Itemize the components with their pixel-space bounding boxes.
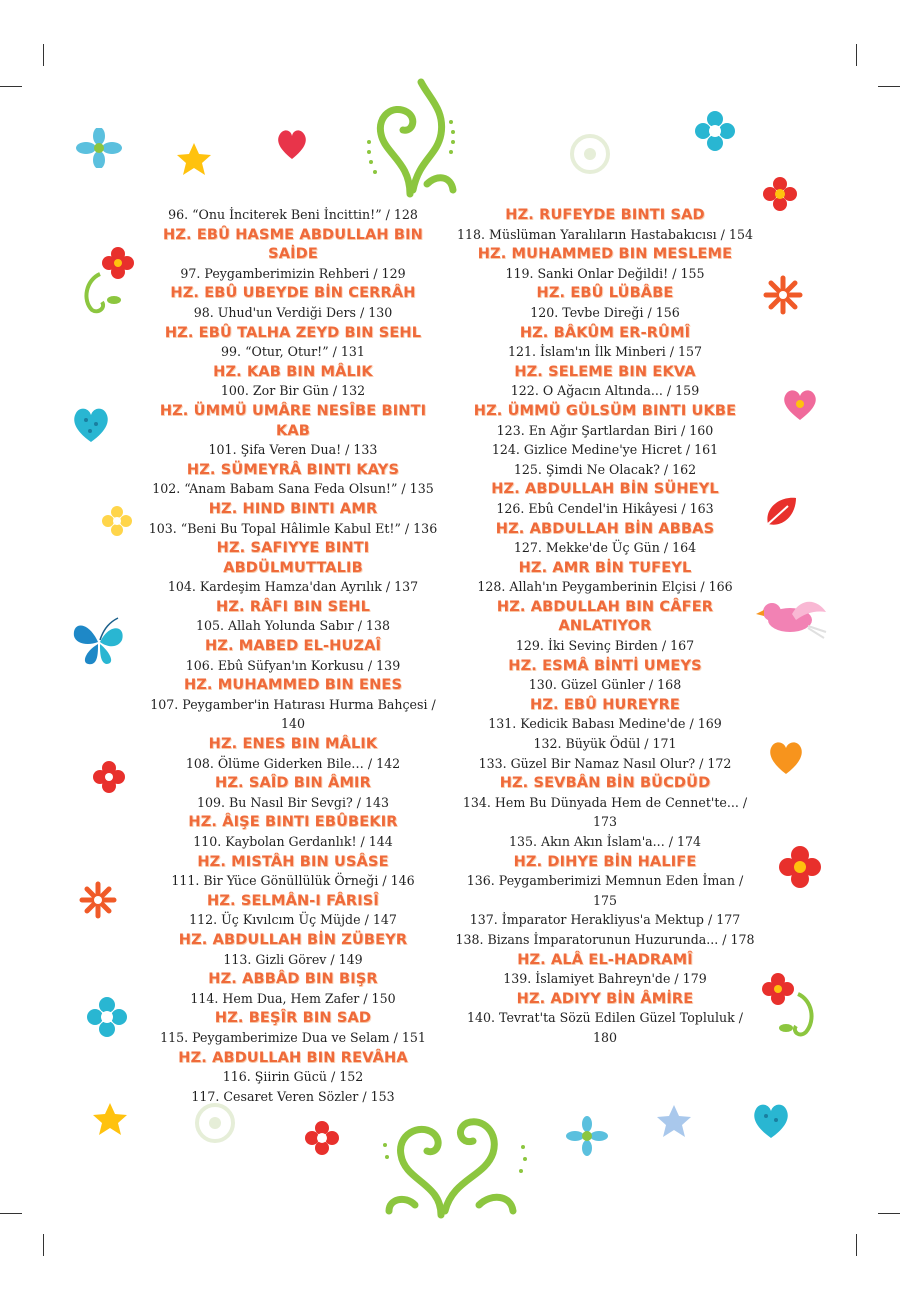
companion-heading: HZ. ÜMMÜ UMÂRE NESÎBE BINTI KAB [159,401,427,439]
red-flower-icon [92,760,126,794]
crop-mark [0,1213,22,1214]
toc-entry: 127. Mekke'de Üç Gün / 164 [513,540,697,556]
toc-right-column [455,205,755,1048]
bottom-swirl-ornament [375,1095,535,1220]
blue-butterfly-icon [70,612,128,670]
companion-heading: HZ. KAB BIN MÂLIK [213,362,373,380]
toc-entry: 109. Bu Nasıl Bir Sevgi? / 143 [196,794,390,810]
companion-heading: HZ. BÂKÛM ER-RÛMÎ [519,323,691,341]
companion-heading: HZ. ÂIŞE BINTI EBÛBEKIR [188,813,398,831]
flower-with-stem-icon [76,244,136,316]
toc-entry: 137. İmparator Herakliyus'a Mektup / 177 [469,912,741,928]
toc-entry: 103. “Beni Bu Topal Hâlimle Kabul Et!” / 136 [148,520,438,536]
toc-entry: 121. İslam'ın İlk Minberi / 157 [507,344,703,360]
toc-entry: 97. Peygamberimizin Rehberi / 129 [180,265,406,281]
companion-heading: HZ. RÂFI BIN SEHL [216,597,370,615]
companion-heading: HZ. SELMÂN-I FÂRISÎ [207,891,379,909]
companion-heading: HZ. MUHAMMED BIN ENES [183,676,403,694]
companion-heading: HZ. ÜMMÜ GÜLSÜM BINTI UKBE [473,401,737,419]
companion-heading: HZ. ABDULLAH BIN CÂFER ANLATIYOR [496,597,714,635]
toc-entry: 112. Üç Kıvılcım Üç Müjde / 147 [189,912,397,928]
companion-heading: HZ. ESMÂ BİNTİ UMEYS [508,656,702,674]
companion-heading: HZ. BEŞÎR BIN SAD [214,1009,372,1027]
toc-entry: 100. Zor Bir Gün / 132 [220,383,366,399]
companion-heading: HZ. ENES BIN MÂLIK [208,735,378,753]
cyan-flower-icon [694,110,736,152]
crop-mark [0,86,22,87]
companion-heading: HZ. MUHAMMED BIN MESLEME [477,245,733,263]
companion-heading: HZ. SÜMEYRÂ BINTI KAYS [186,460,400,478]
toc-entry: 124. Gizlice Medine'ye Hicret / 161 [491,442,719,458]
toc-entry: 122. O Ağacın Altında... / 159 [510,383,700,399]
red-flower-icon [762,176,798,212]
toc-entry: 96. “Onu İnciterek Beni İncittin!” / 128 [168,207,418,222]
toc-entry: 125. Şimdi Ne Olacak? / 162 [513,461,697,477]
crop-mark [856,1234,857,1256]
red-heart-icon [274,126,310,162]
blue-flower-icon [76,128,122,168]
toc-entry: 136. Peygamberimizi Memnun Eden İman / 175 [466,873,744,908]
light-blue-star-icon [656,1104,692,1138]
orange-heart-icon [766,738,806,776]
toc-entry: 99. “Otur, Otur!” / 131 [221,344,365,360]
top-swirl-ornament [355,72,465,202]
toc-entry: 110. Kaybolan Gerdanlık! / 144 [193,834,393,849]
orange-spike-flower-icon [762,274,804,316]
faded-flower-icon [565,132,615,176]
toc-entry: 123. En Ağır Şartlardan Biri / 160 [496,422,714,438]
toc-entry: 120. Tevbe Direği / 156 [530,304,680,320]
crop-mark [878,86,900,87]
red-flower-icon [304,1120,340,1156]
companion-heading: HZ. ABDULLAH BİN ZÜBEYR [178,930,408,948]
toc-entry: 117. Cesaret Veren Sözler / 153 [191,1088,395,1104]
companion-heading: HZ. MISTÂH BIN USÂSE [197,852,389,870]
flower-with-stem-icon [762,970,822,1042]
toc-entry: 135. Akın Akın İslam'a... / 174 [509,834,701,849]
companion-heading: HZ. DIHYE BİN HALIFE [513,852,697,870]
toc-entry: 118. Müslüman Yaralıların Hastabakıcısı / 154 [457,226,753,242]
toc-entry: 130. Güzel Günler / 168 [528,677,682,693]
companion-heading: HZ. ABDULLAH BIN REVÂHA [178,1048,408,1066]
toc-entry: 108. Ölüme Giderken Bile… / 142 [185,755,401,771]
crop-mark [878,1213,900,1214]
companion-heading: HZ. ALÂ EL-HADRAMÎ [517,950,693,968]
crop-mark [43,44,44,66]
toc-entry: 98. Uhud'un Verdiği Ders / 130 [193,304,393,320]
crop-mark [43,1234,44,1256]
faded-flower-icon [190,1100,240,1146]
toc-entry: 106. Ebû Süfyan'ın Korkusu / 139 [185,657,401,673]
companion-heading: HZ. SEVBÂN BİN BÜCDÜD [499,774,711,792]
toc-entry: 113. Gizli Görev / 149 [223,951,363,967]
companion-heading: HZ. EBÛ LÜBÂBE [536,284,674,302]
toc-entry: 116. Şiirin Gücü / 152 [222,1069,364,1085]
blue-heart-icon [70,404,112,444]
toc-entry: 102. “Anam Babam Sana Feda Olsun!” / 135 [152,481,434,497]
toc-entry: 140. Tevrat'ta Sözü Edilen Güzel Topluluk / 180 [466,1010,743,1045]
companion-heading: HZ. ABDULLAH BİN SÜHEYL [491,480,719,498]
toc-entry: 105. Allah Yolunda Sabır / 138 [196,618,390,634]
toc-entry: 128. Allah'ın Peygamberinin Elçisi / 166 [477,579,733,595]
orange-spike-flower-icon [78,880,118,920]
companion-heading: HZ. SAÎD BIN ÂMIR [215,774,371,792]
cyan-flower-icon [86,996,128,1038]
companion-heading: HZ. ABBÂD BIN BIŞR [208,970,378,988]
blue-heart-icon [750,1100,792,1140]
red-leaf-icon [762,494,800,530]
toc-entry: 126. Ebû Cendel'in Hikâyesi / 163 [496,500,714,516]
companion-heading: HZ. ABDULLAH BİN ABBAS [495,519,715,537]
toc-entry: 119. Sanki Onlar Değildi! / 155 [505,265,705,281]
toc-entry: 115. Peygamberimize Dua ve Selam / 151 [160,1029,426,1045]
companion-heading: HZ. AMR BİN TUFEYL [518,558,692,576]
toc-left-column [148,205,438,1106]
toc-entry: 138. Bizans İmparatorunun Huzurunda... / 178 [455,931,755,947]
toc-entry: 101. Şifa Veren Dua! / 133 [208,442,378,458]
companion-heading: HZ. EBÛ HUREYRE [530,695,680,713]
toc-entry: 133. Güzel Bir Namaz Nasıl Olur? / 172 [478,755,732,771]
pink-heart-icon [780,386,820,422]
companion-heading: HZ. EBÛ UBEYDE BİN CERRÂH [170,284,416,302]
toc-entry: 134. Hem Bu Dünyada Hem de Cennet'te... / 173 [462,794,748,830]
companion-heading: HZ. EBÛ TALHA ZEYD BIN SEHL [164,323,422,341]
toc-entry: 107. Peygamber'in Hatırası Hurma Bahçesi / 140 [150,696,436,732]
toc-entry: 131. Kedicik Babası Medine'de / 169 [488,716,722,732]
pink-bird-icon [756,592,828,642]
companion-heading: HZ. EBÛ HASME ABDULLAH BIN SAİDE [163,225,423,263]
toc-entry: 139. İslamiyet Bahreyn'de / 179 [503,971,707,987]
companion-heading: HZ. SELEME BIN EKVA [514,362,696,380]
yellow-star-icon [176,142,212,176]
yellow-flower-icon [102,506,132,536]
companion-heading: HZ. HIND BINTI AMR [208,499,378,517]
companion-heading: HZ. MABED EL-HUZAÎ [204,637,382,655]
toc-entry: 114. Hem Dua, Hem Zafer / 150 [190,990,396,1006]
toc-entry: 104. Kardeşim Hamza'dan Ayrılık / 137 [167,579,419,595]
yellow-star-icon [92,1102,128,1136]
toc-entry: 129. İki Sevinç Birden / 167 [515,638,695,654]
companion-heading: HZ. RUFEYDE BINTI SAD [505,206,705,223]
toc-entry: 111. Bir Yüce Gönüllülük Örneği / 146 [171,873,415,889]
toc-entry: 132. Büyük Ödül / 171 [533,736,677,752]
companion-heading: HZ. ADIYY BİN ÂMİRE [516,989,694,1007]
red-flower-icon [778,846,822,888]
companion-heading: HZ. SAFIYYE BINTI ABDÜLMUTTALIB [216,539,370,576]
blue-flower-icon [566,1116,608,1156]
crop-mark [856,44,857,66]
